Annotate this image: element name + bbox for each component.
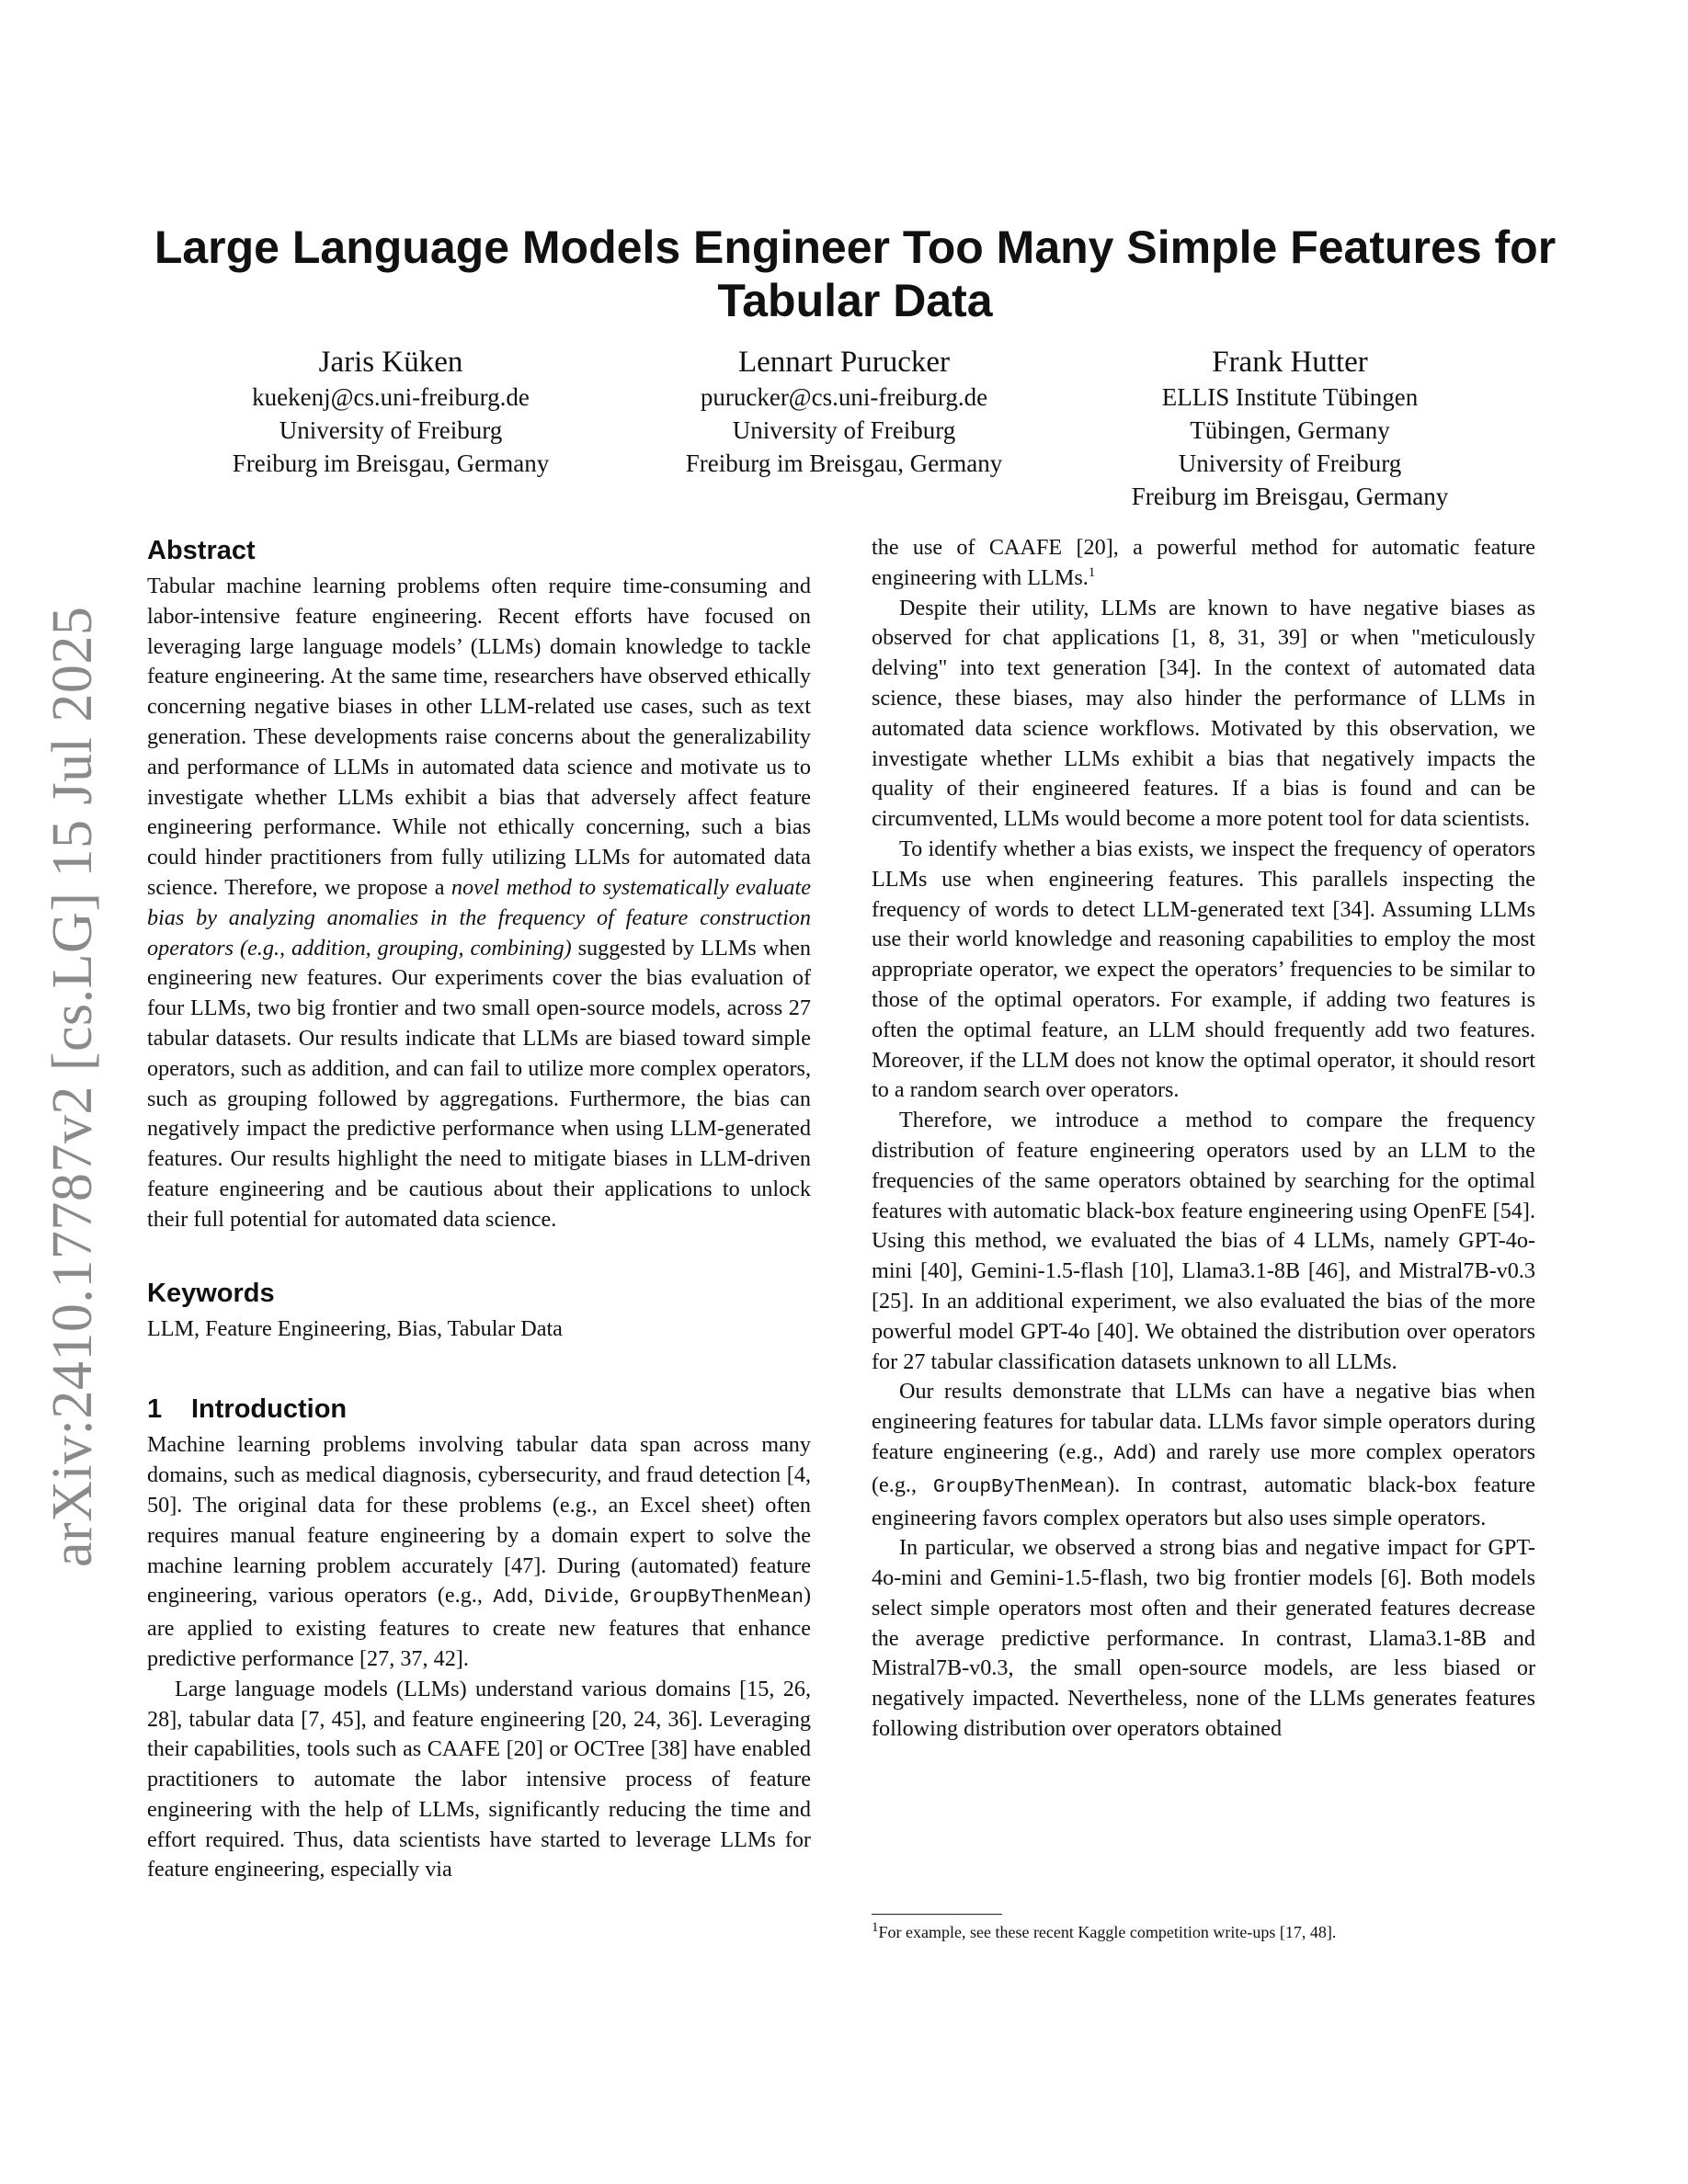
- author-affiliation: University of Freiburg: [732, 416, 956, 444]
- arxiv-identifier: arXiv:2410.17787v2 [cs.LG] 15 Jul 2025: [41, 606, 104, 1567]
- author-name: Lennart Purucker: [738, 346, 950, 379]
- author-affiliation: ELLIS Institute Tübingen: [1161, 383, 1419, 411]
- abstract-text: Tabular machine learning problems often require time-consuming and labor-intensive feature engineering. Recent efforts have focused on leveraging large language models’ (LLMs) domain knowledge to tackle feature engineering. At the same time, researchers have observed ethically concerning negative biases in other LLM-related use cases, such as text generation. These developments raise concerns about the generalizability and performance of LLMs in automated data science and motivate us to investigate whether LLMs exhibit a bias that adversely affect feature engineering performance. While not ethically concerning, such a bias could hinder practitioners from fully utilizing LLMs for automated data science. Therefore, we propose a novel method to systematically evaluate bias by analyzing anomalies in the frequency of feature construction operators (e.g., addition, grouping, combining) suggested by LLMs when engineering new features. Our experiments cover the bias evaluation of four LLMs, two big frontier and two small open-source models, across 27 tabular datasets. Our results indicate that LLMs are biased toward simple operators, such as addition, and can fail to utilize more complex operators, such as grouping followed by aggregations. Furthermore, the bias can negatively impact the predictive performance when using LLM-generated features. Our results highlight the need to mitigate biases in LLM-driven feature engineering and be cautious about their applications to unlock their full potential for automated data science.: [147, 574, 811, 1232]
- right-column: [872, 533, 1535, 1745]
- footnote: [872, 1921, 1535, 1943]
- footnote-divider: [872, 1914, 1002, 1915]
- author-location: Tübingen, Germany: [1190, 416, 1390, 444]
- operator-groupbythenmean: GroupByThenMean: [933, 1476, 1108, 1498]
- author-email: purucker@cs.uni-freiburg.de: [700, 383, 988, 411]
- keywords-text: LLM, Feature Engineering, Bias, Tabular Data: [147, 1315, 563, 1341]
- intro-paragraph-3: Despite their utility, LLMs are known to have negative biases as observed for chat applications [1, 8, 31, 39] or when "meticulously delving" into text generation [34]. In the context of automated data science, these biases, may also hinder the performance of LLMs in automated data science workflows. Motivated by this observation, we investigate whether LLMs exhibit a bias that negatively impacts the quality of their engineered features. If a bias is found and can be circumvented, LLMs would become a more potent tool for data scientists.: [872, 595, 1535, 832]
- operator-add: Add: [493, 1587, 529, 1610]
- left-column: [147, 533, 811, 1885]
- abstract-emphasis: novel method to systematically evaluate bias by analyzing anomalies in the frequency of feature construction operators (e.g., addition, grouping, combining): [147, 874, 811, 961]
- intro-paragraph-2-continued: the use of CAAFE [20], a powerful method for automatic feature engineering with LLMs.$^1$: [872, 535, 1535, 590]
- author-block-2: [660, 344, 1028, 480]
- author-location: Freiburg im Breisgau, Germany: [1131, 483, 1449, 510]
- footnote-number: 1: [872, 1920, 879, 1935]
- keywords-heading: Keywords: [147, 1278, 275, 1308]
- author-email: kuekenj@cs.uni-freiburg.de: [252, 383, 530, 411]
- author-affiliation: University of Freiburg: [279, 416, 503, 444]
- intro-paragraph-4: To identify whether a bias exists, we inspect the frequency of operators LLMs use when engineering features. This parallels inspecting the frequency of words to detect LLM-generated text [34]. Assuming LLMs use their world knowledge and reasoning capabilities to employ the most appropriate operator, we expect the operators’ frequencies to be similar to those of the optimal operators. For example, if adding two features is often the optimal feature, an LLM should frequently add two features. Moreover, if the LLM does not know the optimal operator, it should resort to a random search over operators.: [872, 836, 1535, 1103]
- author-block-1: [211, 344, 570, 480]
- section-number: 1: [147, 1394, 163, 1425]
- operator-groupbythenmean: GroupByThenMean: [629, 1587, 804, 1610]
- intro-paragraph-5: Therefore, we introduce a method to compare the frequency distribution of feature engineering operators used by an LLM to the frequencies of the same operators obtained by searching for the optimal features with automatic black-box feature engineering using OpenFE [54]. Using this method, we evaluated the bias of 4 LLMs, namely GPT-4o-mini [40], Gemini-1.5-flash [10], Llama3.1-8B [46], and Mistral7B-v0.3 [25]. In an additional experiment, we also evaluated the bias of the more powerful model GPT-4o [40]. We obtained the distribution over operators for 27 tabular classification datasets unknown to all LLMs.: [872, 1108, 1535, 1374]
- author-block-3: [1111, 344, 1469, 513]
- paper-title: Large Language Models Engineer Too Many Simple Features for Tabular Data: [154, 222, 1557, 326]
- operator-divide: Divide: [543, 1587, 614, 1610]
- abstract-heading: Abstract: [147, 536, 256, 565]
- operator-add: Add: [1113, 1443, 1149, 1465]
- section-title: Introduction: [191, 1394, 348, 1425]
- author-location: Freiburg im Breisgau, Germany: [685, 449, 1003, 477]
- footnote-text: For example, see these recent Kaggle competition write-ups [17, 48].: [878, 1923, 1337, 1941]
- footnote-marker: 1: [1088, 564, 1096, 580]
- section-heading-introduction: [147, 1392, 811, 1427]
- intro-paragraph-1: Machine learning problems involving tabular data span across many domains, such as medical diagnosis, cybersecurity, and fraud detection [4, 50]. The original data for these problems (e.g., an Excel sheet) often requires manual feature engineering by a domain expert to solve the machine learning problem accurately [47]. During (automated) feature engineering, various operators (e.g., Add, Divide, GroupByThenMean) are applied to existing features to create new features that enhance predictive performance [27, 37, 42].: [147, 1432, 812, 1671]
- author-location: Freiburg im Breisgau, Germany: [232, 449, 550, 477]
- author-affiliation: University of Freiburg: [1178, 449, 1402, 477]
- author-name: Jaris Küken: [318, 346, 463, 379]
- intro-paragraph-7: In particular, we observed a strong bias and negative impact for GPT-4o-mini and Gemini-1.5-flash, two big frontier models [6]. Both models select simple operators most often and their generated features decrease the average predictive performance. In contrast, Llama3.1-8B and Mistral7B-v0.3, the small open-source models, are less biased or negatively impacted. Nevertheless, none of the LLMs generates features following distribution over operators obtained: [872, 1535, 1535, 1742]
- intro-paragraph-2: Large language models (LLMs) understand various domains [15, 26, 28], tabular data [7, 45], and feature engineering [20, 24, 36]. Leveraging their capabilities, tools such as CAAFE [20] or OCTree [38] have enabled practitioners to automate the labor intensive process of feature engineering with the help of LLMs, significantly reducing the time and effort required. Thus, data scientists have started to leverage LLMs for feature engineering, especially via: [147, 1676, 811, 1883]
- intro-paragraph-6: Our results demonstrate that LLMs can have a negative bias when engineering features for tabular data. LLMs favor simple operators during feature engineering (e.g., Add) and rarely use more complex operators (e.g., GroupByThenMean). In contrast, automatic black-box feature engineering favors complex operators but also uses simple operators.: [872, 1379, 1536, 1530]
- author-name: Frank Hutter: [1212, 346, 1368, 379]
